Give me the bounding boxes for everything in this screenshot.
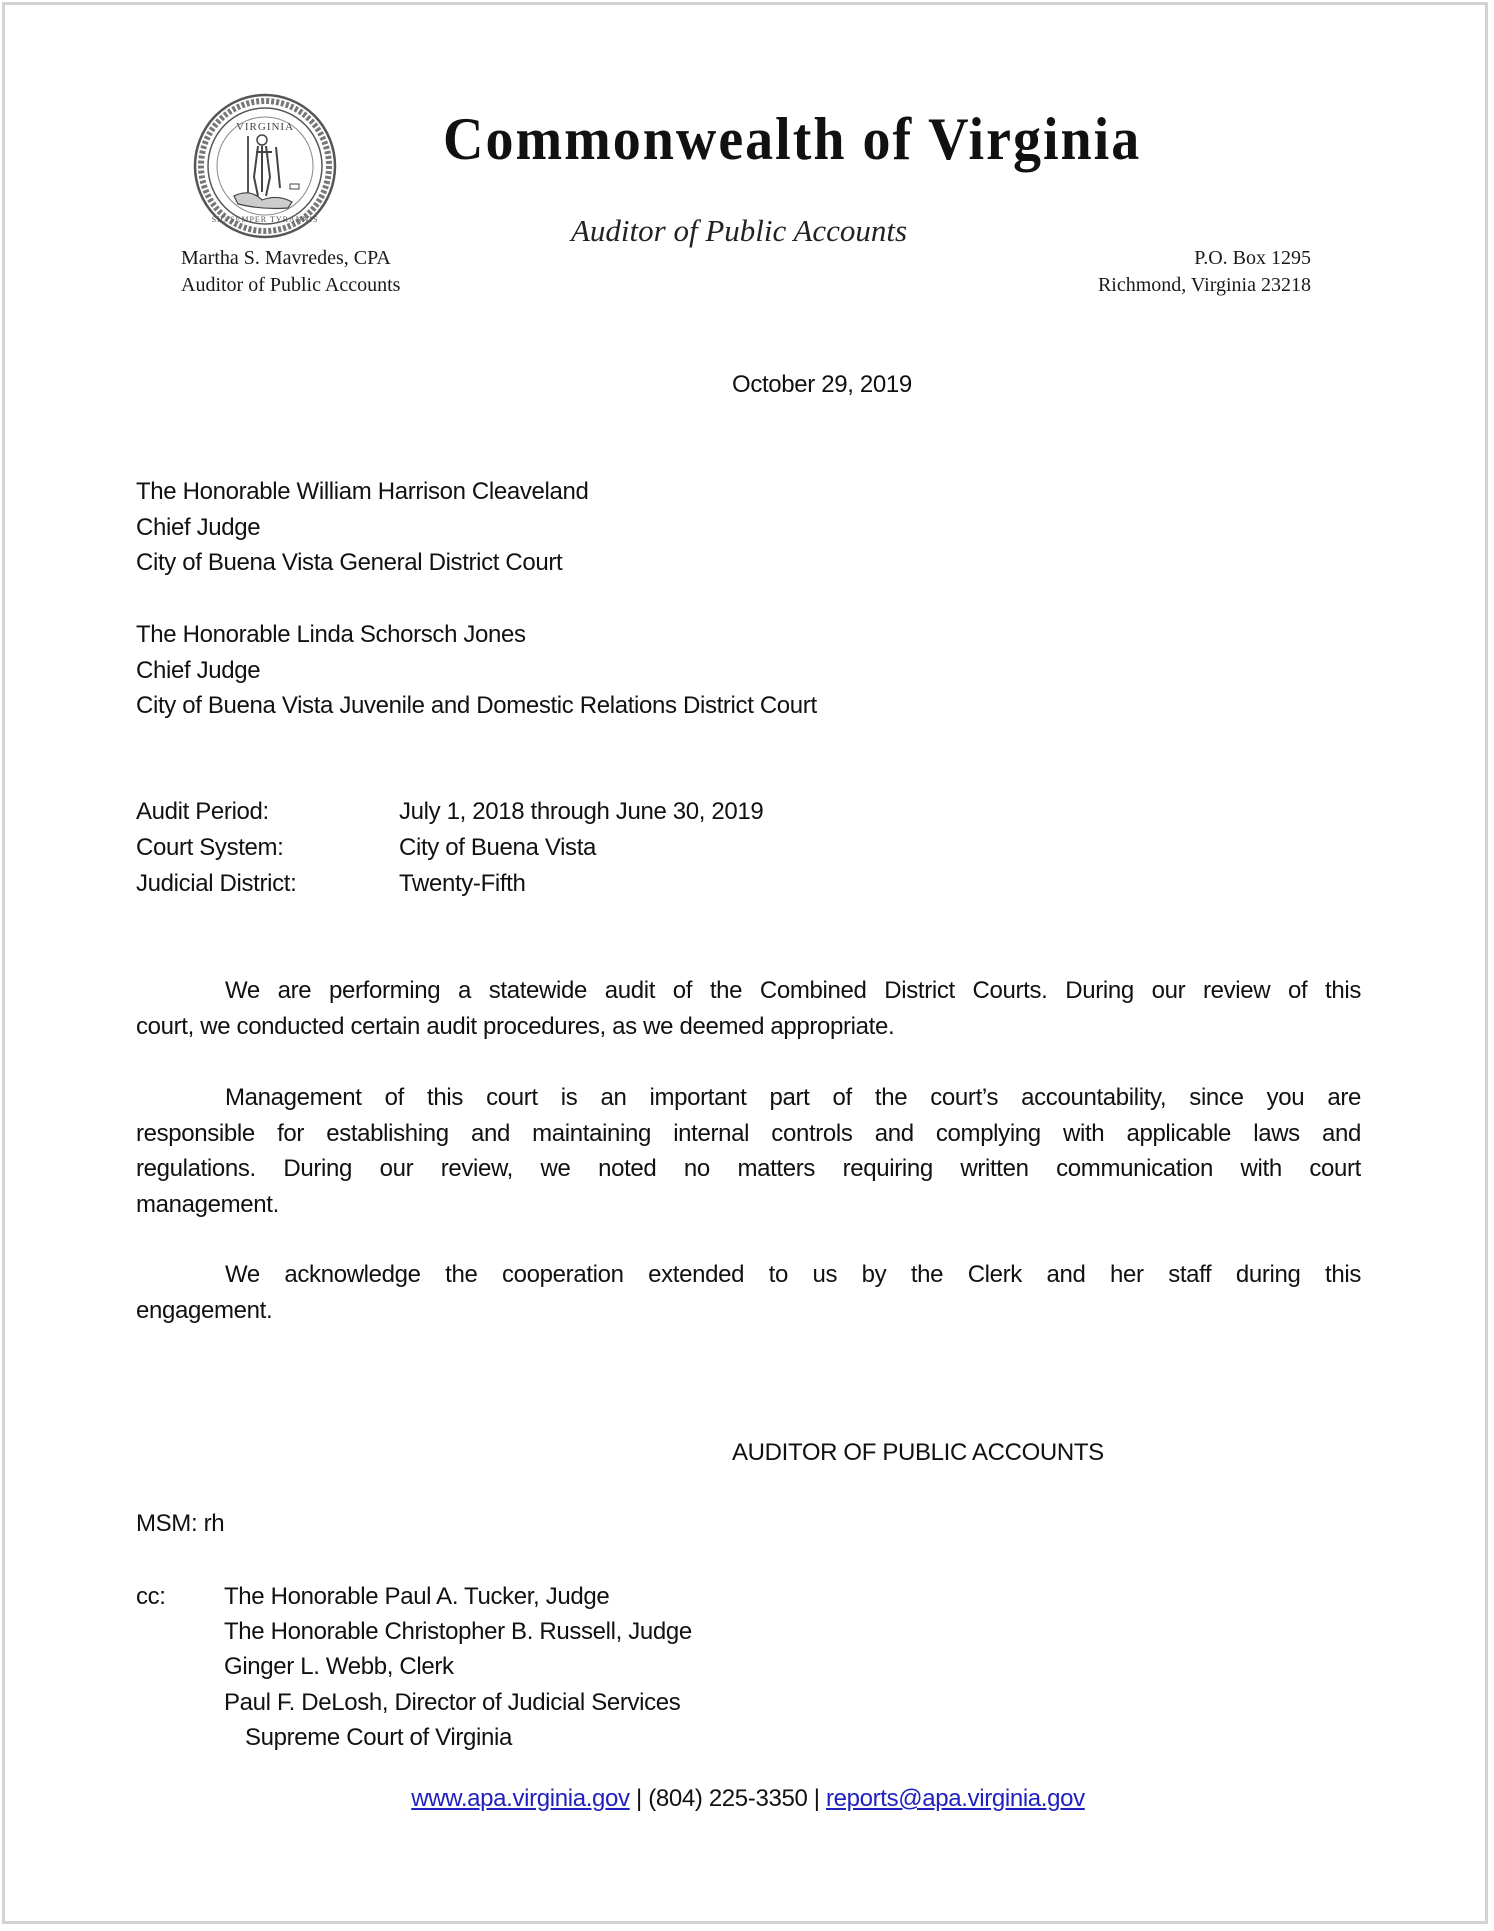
letter-page bbox=[2, 2, 1488, 1924]
auditor-title: Auditor of Public Accounts bbox=[181, 274, 401, 296]
letterhead-title: Commonwealth of Virginia bbox=[443, 106, 1142, 174]
addressee-name: The Honorable William Harrison Cleaveland bbox=[136, 478, 589, 505]
reference-initials: MSM: rh bbox=[136, 1510, 225, 1537]
footer-separator: | bbox=[813, 1785, 820, 1812]
signature-block: AUDITOR OF PUBLIC ACCOUNTS bbox=[732, 1439, 1104, 1466]
audit-period-value: July 1, 2018 through June 30, 2019 bbox=[399, 798, 764, 825]
city-state-zip: Richmond, Virginia 23218 bbox=[1097, 274, 1311, 296]
addressee-title: Chief Judge bbox=[136, 514, 261, 541]
virginia-seal-icon bbox=[192, 92, 338, 240]
svg-text:SIC SEMPER TYRANNIS: SIC SEMPER TYRANNIS bbox=[211, 215, 319, 224]
addressee-court: City of Buena Vista Juvenile and Domestic Relations District Court bbox=[136, 692, 817, 719]
phone-number: (804) 225-3350 bbox=[648, 1785, 808, 1812]
cc-recipient: Ginger L. Webb, Clerk bbox=[224, 1653, 454, 1680]
paragraph-line: We are performing a statewide audit of the Combined District Courts. During our review of this bbox=[225, 977, 1361, 1004]
email-link[interactable]: reports@apa.virginia.gov bbox=[826, 1785, 1085, 1812]
letterhead-subtitle: Auditor of Public Accounts bbox=[571, 213, 908, 248]
cc-recipient: Paul F. DeLosh, Director of Judicial Services bbox=[224, 1689, 681, 1716]
paragraph-line: regulations. During our review, we noted no matters requiring written communication with court bbox=[136, 1155, 1361, 1182]
paragraph-line: responsible for establishing and maintaining internal controls and complying with applicable laws and bbox=[136, 1120, 1361, 1147]
paragraph-line: We acknowledge the cooperation extended to us by the Clerk and her staff during this bbox=[225, 1261, 1361, 1288]
paragraph-line: management. bbox=[136, 1191, 279, 1218]
addressee-court: City of Buena Vista General District Court bbox=[136, 549, 563, 576]
svg-text:VIRGINIA: VIRGINIA bbox=[235, 121, 295, 133]
judicial-district-label: Judicial District: bbox=[136, 870, 297, 897]
court-system-value: City of Buena Vista bbox=[399, 834, 597, 861]
addressee-name: The Honorable Linda Schorsch Jones bbox=[136, 621, 526, 648]
auditor-name: Martha S. Mavredes, CPA bbox=[181, 247, 391, 269]
po-box: P.O. Box 1295 bbox=[1194, 247, 1311, 269]
letter-date: October 29, 2019 bbox=[732, 371, 912, 398]
cc-label: cc: bbox=[136, 1583, 166, 1610]
cc-recipient-affiliation: Supreme Court of Virginia bbox=[245, 1724, 512, 1751]
addressee-title: Chief Judge bbox=[136, 657, 261, 684]
paragraph-line: Management of this court is an important part of the court’s accountability, since you are bbox=[225, 1084, 1361, 1111]
paragraph-line: engagement. bbox=[136, 1297, 273, 1324]
paragraph-line: court, we conducted certain audit procedures, as we deemed appropriate. bbox=[136, 1013, 895, 1040]
judicial-district-value: Twenty-Fifth bbox=[399, 870, 526, 897]
footer-contact bbox=[5, 1781, 1491, 1817]
cc-recipient: The Honorable Paul A. Tucker, Judge bbox=[224, 1583, 610, 1610]
court-system-label: Court System: bbox=[136, 834, 284, 861]
cc-recipient: The Honorable Christopher B. Russell, Judge bbox=[224, 1618, 692, 1645]
footer-separator: | bbox=[636, 1785, 642, 1812]
website-link[interactable]: www.apa.virginia.gov bbox=[411, 1785, 630, 1812]
audit-period-label: Audit Period: bbox=[136, 798, 269, 825]
